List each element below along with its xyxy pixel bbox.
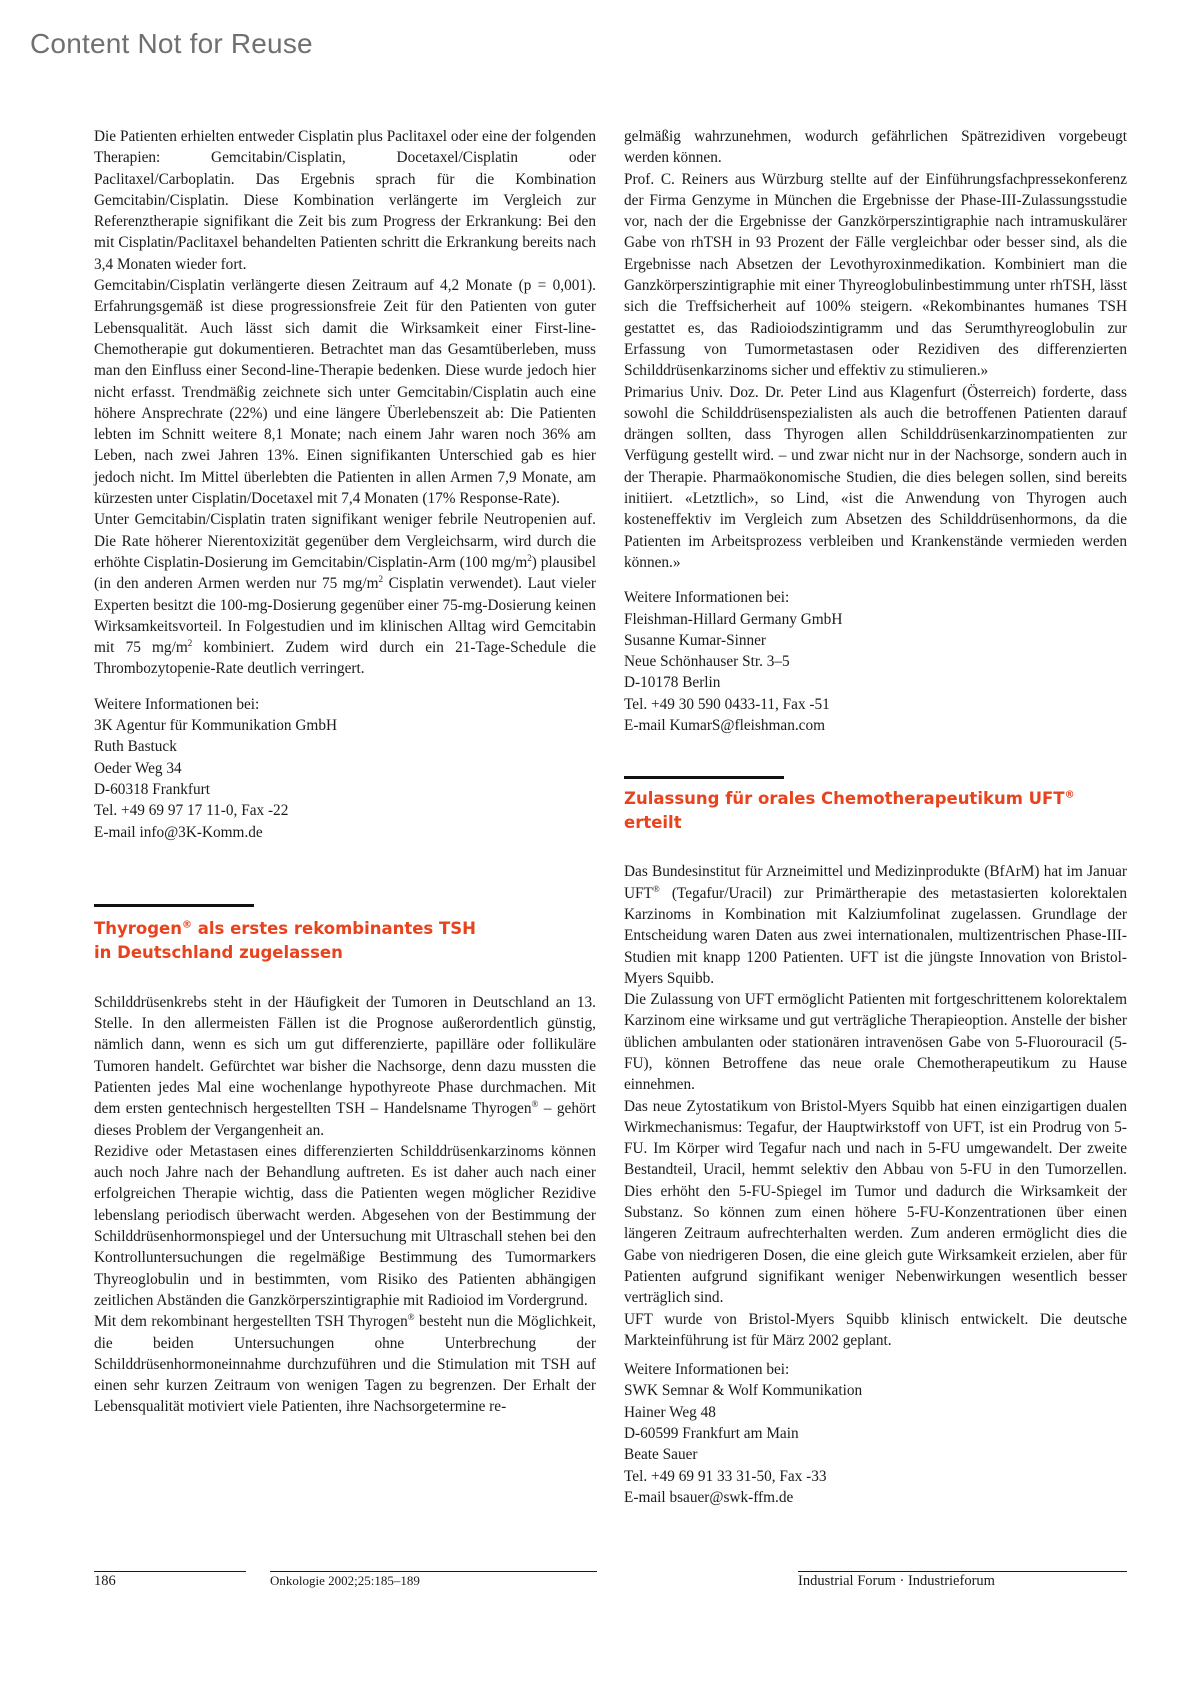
contact-line: D-60318 Frankfurt — [94, 780, 210, 798]
section-label: Industrial Forum · Industrieforum — [798, 1573, 995, 1589]
paragraph: Die Patienten erhielten entweder Cisplatin plus Paclitaxel oder eine der folgenden Therapien: Gemcitabin/Cisplatin, Docetaxel/Cisplatin oder Paclitaxel/Carboplatin. Das Ergebnis sprach für die Kombination Gemcitabin/Cisplatin. Diese Kombination verlängerte im Vergleich zur Referenztherapie signifikant die Zeit bis zum Progress der Erkrankung: Bei den mit Cisplatin/Paclitaxel behandelten Patienten schritt die Erkrankung bereits nach 3,4 Monaten wieder fort. — [94, 128, 596, 273]
contact-block-swk — [624, 1359, 1127, 1508]
paragraph: gelmäßig wahrzunehmen, wodurch gefährlichen Spätrezidiven vorgebeugt werden können. — [624, 128, 1127, 167]
contact-line: D-10178 Berlin — [624, 674, 721, 692]
paragraph: Mit dem rekombinant hergestellten TSH Thyrogen® besteht nun die Möglichkeit, die beiden Untersuchungen ohne Unterbrechung der Schilddrüsenhormoneinnahme durchzuführen und die Stimulation mit TSH auf einen sehr kurzen Zeitraum von wenigen Tagen zu begrenzen. Der Erhalt der Lebensqualität motiviert viele Patienten, ihre Nachsorgetermine re- — [94, 1312, 596, 1416]
footer-rule — [94, 1571, 246, 1572]
paragraph: Das Bundesinstitut für Arzneimittel und Medizinprodukte (BfArM) hat im Januar UFT® (Tegafur/Uracil) zur Primärtherapie des metastasierten kolorektalen Karzinoms in Kombination mit Kalziumfolinat zugelassen. Grundlage der Entscheidung waren Daten aus zwei internationalen, multizentrischen Phase-III-Studien mit knapp 1200 Patienten. UFT ist die jüngste Innovation von Bristol-Myers Squibb. — [624, 863, 1127, 987]
paragraph: Prof. C. Reiners aus Würzburg stellte auf der Einführungsfachpressekonferenz der Firma Genzyme in München die Ergebnisse der Phase-III-Zulassungsstudie vor, nach der die Ergebnisse der Ganzkörperszintigraphie nach intramuskulärer Gabe von rhTSH in 93 Prozent der Fälle vergleichbar oder besser sind, als die Ergebnisse nach Absetzen der Levothyroxinmedikation. Kombiniert man die Ganzkörperszintigraphie mit einer Thyreoglobulinbestimmung unter rhTSH, lässt sich die Treffsicherheit auf 100% steigern. «Rekombinantes humanes TSH gestattet es, das Radioiodszintigramm und das Serumthyreoglobulin zur Erfassung von Tumormetastasen oder Rezidiven des differenzierten Schilddrüsenkarzinoms sicher und effektiv zu stimulieren.» — [624, 170, 1127, 380]
contact-line: Fleishman-Hillard Germany GmbH — [624, 610, 843, 628]
contact-line: Tel. +49 30 590 0433-11, Fax -51 — [624, 695, 830, 713]
contact-line: Weitere Informationen bei: — [624, 1361, 790, 1379]
contact-line: Ruth Bastuck — [94, 738, 177, 756]
paragraph: Gemcitabin/Cisplatin verlängerte diesen Zeitraum auf 4,2 Monate (p = 0,001). Erfahrungsgemäß ist diese progressionsfreie Zeit für den Patienten von guter Lebensqualität. Auch lässt sich damit die Wirksamkeit einer First-line-Chemotherapie gut dokumentieren. Betrachtet man das Gesamtüberleben, muss man den Einfluss einer Second-line-Therapie bedenken. Diese wurde jedoch hier nicht erfasst. Trendmäßig zeichnete sich unter Gemcitabin/Cisplatin auch eine höhere Ansprechrate (22%) und eine längere Überlebenszeit ab: Die Patienten lebten im Schnitt weitere 8,1 Monate; nach einem Jahr waren noch 36% am Leben, nach zwei Jahren 13%. Einen signifikanten Unterschied gab es hier jedoch nicht. Im Mittel überlebten die Patienten in allen Armen 7,9 Monate, am kürzesten unter Cisplatin/Docetaxel mit 7,4 Monaten (17% Response-Rate). — [94, 277, 596, 508]
footer-rule — [798, 1571, 1127, 1572]
contact-email: E-mail bsauer@swk-ffm.de — [624, 1488, 794, 1506]
journal-citation: Onkologie 2002;25:185–189 — [270, 1573, 420, 1588]
left-column — [94, 126, 596, 1418]
contact-line: Tel. +49 69 91 33 31-50, Fax -33 — [624, 1467, 827, 1485]
contact-email: E-mail KumarS@fleishman.com — [624, 717, 826, 735]
contact-line: Hainer Weg 48 — [624, 1403, 716, 1421]
contact-line: Susanne Kumar-Sinner — [624, 631, 767, 649]
section-heading-thyrogen: Thyrogen® als erstes rekombinantes TSH in Deutschland zugelassen — [94, 918, 476, 962]
contact-line: Beate Sauer — [624, 1446, 698, 1464]
paragraph: Die Zulassung von UFT ermöglicht Patienten mit fortgeschrittenem kolorektalem Karzinom eine wirksame und gut verträgliche Therapieoption. Anstelle der bisher üblichen ambulanten oder stationären intravenösen Gabe von 5-Fluorouracil (5-FU), können Betroffene das neue orale Chemotherapeutikum zu Hause einnehmen. — [624, 991, 1127, 1094]
contact-line: Tel. +49 69 97 17 11-0, Fax -22 — [94, 802, 289, 820]
section-heading-uft: Zulassung für orales Chemotherapeutikum UFT® erteilt — [624, 789, 1075, 833]
paragraph: Schilddrüsenkrebs steht in der Häufigkeit der Tumoren in Deutschland an 13. Stelle. In den allermeisten Fällen ist die Prognose außerordentlich günstig, nämlich dann, wenn es sich um gut differenzierte, papilläre oder follikuläre Tumoren handelt. Gefürchtet war bisher die Nachsorge, denn dazu mussten die Patienten jedes Mal eine wochenlange hypothyreote Phase durchmachen. Mit dem ersten gentechnisch hergestellten TSH – Handelsname Thyrogen® – gehört dieses Problem der Vergangenheit an. — [94, 993, 596, 1139]
contact-block-3k — [94, 694, 596, 843]
contact-block-fleishman — [624, 587, 1127, 736]
contact-email: E-mail info@3K-Komm.de — [94, 823, 263, 841]
contact-line: 3K Agentur für Kommunikation GmbH — [94, 717, 338, 735]
page-number: 186 — [94, 1573, 116, 1589]
footer-rule — [270, 1571, 597, 1572]
contact-line: Weitere Informationen bei: — [94, 695, 260, 713]
paragraph: UFT wurde von Bristol-Myers Squibb klinisch entwickelt. Die deutsche Markteinführung ist für März 2002 geplant. — [624, 1310, 1127, 1349]
contact-line: Weitere Informationen bei: — [624, 589, 790, 607]
paragraph: Rezidive oder Metastasen eines differenzierten Schilddrüsenkarzinoms können auch noch Jahre nach der Behandlung auftreten. Es ist daher auch nach einer erfolgreichen Therapie wichtig, dass die Patienten wegen möglicher Rezidive lebenslang periodisch überwacht werden. Abgesehen von der Bestimmung der Schilddrüsenhormonspiegel und der Untersuchung mit Ultraschall stehen bei den Kontrolluntersuchungen die regelmäßige Bestimmung des Tumormarkers Thyreoglobulin und in bestimmten, vom Risiko des Patienten abhängigen zeitlichen Abständen die Ganzkörperszintigraphie mit Radioiod im Vordergrund. — [94, 1142, 596, 1309]
right-column — [624, 126, 1127, 1508]
paragraph: Unter Gemcitabin/Cisplatin traten signifikant weniger febrile Neutropenien auf. Die Rate höherer Nierentoxizität gegenüber dem Vergleichsarm, wird durch die erhöhte Cisplatin-Dosierung im Gemcitabin/Cisplatin-Arm (100 $mg/m^2$) plausibel (in den anderen Armen werden nur 75 $mg/m^2$ Cisplatin verwendet). Laut vieler Experten besitzt die 100-mg-Dosierung gegenüber einer 75-mg-Dosierung keinen Wirksamkeitsvorteil. In Folgestudien und im klinischen Alltag wird Gemcitabin mit 75 $mg/m^2$ kombiniert. Zudem wird durch ein 21-Tage-Schedule die Thrombozytopenie-Rate deutlich verringert. — [94, 511, 596, 678]
contact-line: Neue Schönhauser Str. 3–5 — [624, 653, 790, 671]
contact-line: Oeder Weg 34 — [94, 759, 182, 777]
watermark: Content Not for Reuse — [30, 28, 313, 59]
paragraph: Das neue Zytostatikum von Bristol-Myers Squibb hat einen einzigartigen dualen Wirkmechanismus: Tegafur, der Hauptwirkstoff von UFT, ist ein Prodrug von 5-FU. Im Körper wird Tegafur nach und nach in 5-FU umgewandelt. Der zweite Bestandteil, Uracil, hemmt selektiv den Abbau von 5-FU in den Tumorzellen. Dies erhöht den 5-FU-Spiegel im Tumor und dadurch die Wirksamkeit der Substanz. So können zum einen höhere 5-FU-Konzentrationen über einen längeren Zeitraum aufrechterhalten werden. Zum anderen ermöglicht dies die Gabe von niedrigeren Dosen, die eine gleich gute Wirksamkeit erzielen, aber für Patienten aufgrund signifikant weniger Nebenwirkungen wesentlich besser verträglich sind. — [624, 1097, 1127, 1307]
contact-line: SWK Semnar & Wolf Kommunikation — [624, 1382, 863, 1400]
paragraph: Primarius Univ. Doz. Dr. Peter Lind aus Klagenfurt (Österreich) forderte, dass sowohl die Schilddrüsenspezialisten als auch die betroffenen Patienten darauf drängen sollten, dass Thyrogen allen Schilddrüsenkarzinompatienten zur Verfügung gestellt wird. – und zwar nicht nur in der Nachsorge, sondern auch in der Therapie. Pharmaökonomische Studien, die dies belegen sollen, sind bereits initiiert. «Letztlich», so Lind, «ist die Anwendung von Thyrogen auch kosteneffektiv im Vergleich zum Absetzen des Schilddrüsenhormons, da die Patienten im Arbeitsprozess verbleiben und Krankenstände vermieden werden können.» — [624, 383, 1127, 571]
contact-line: D-60599 Frankfurt am Main — [624, 1425, 799, 1443]
